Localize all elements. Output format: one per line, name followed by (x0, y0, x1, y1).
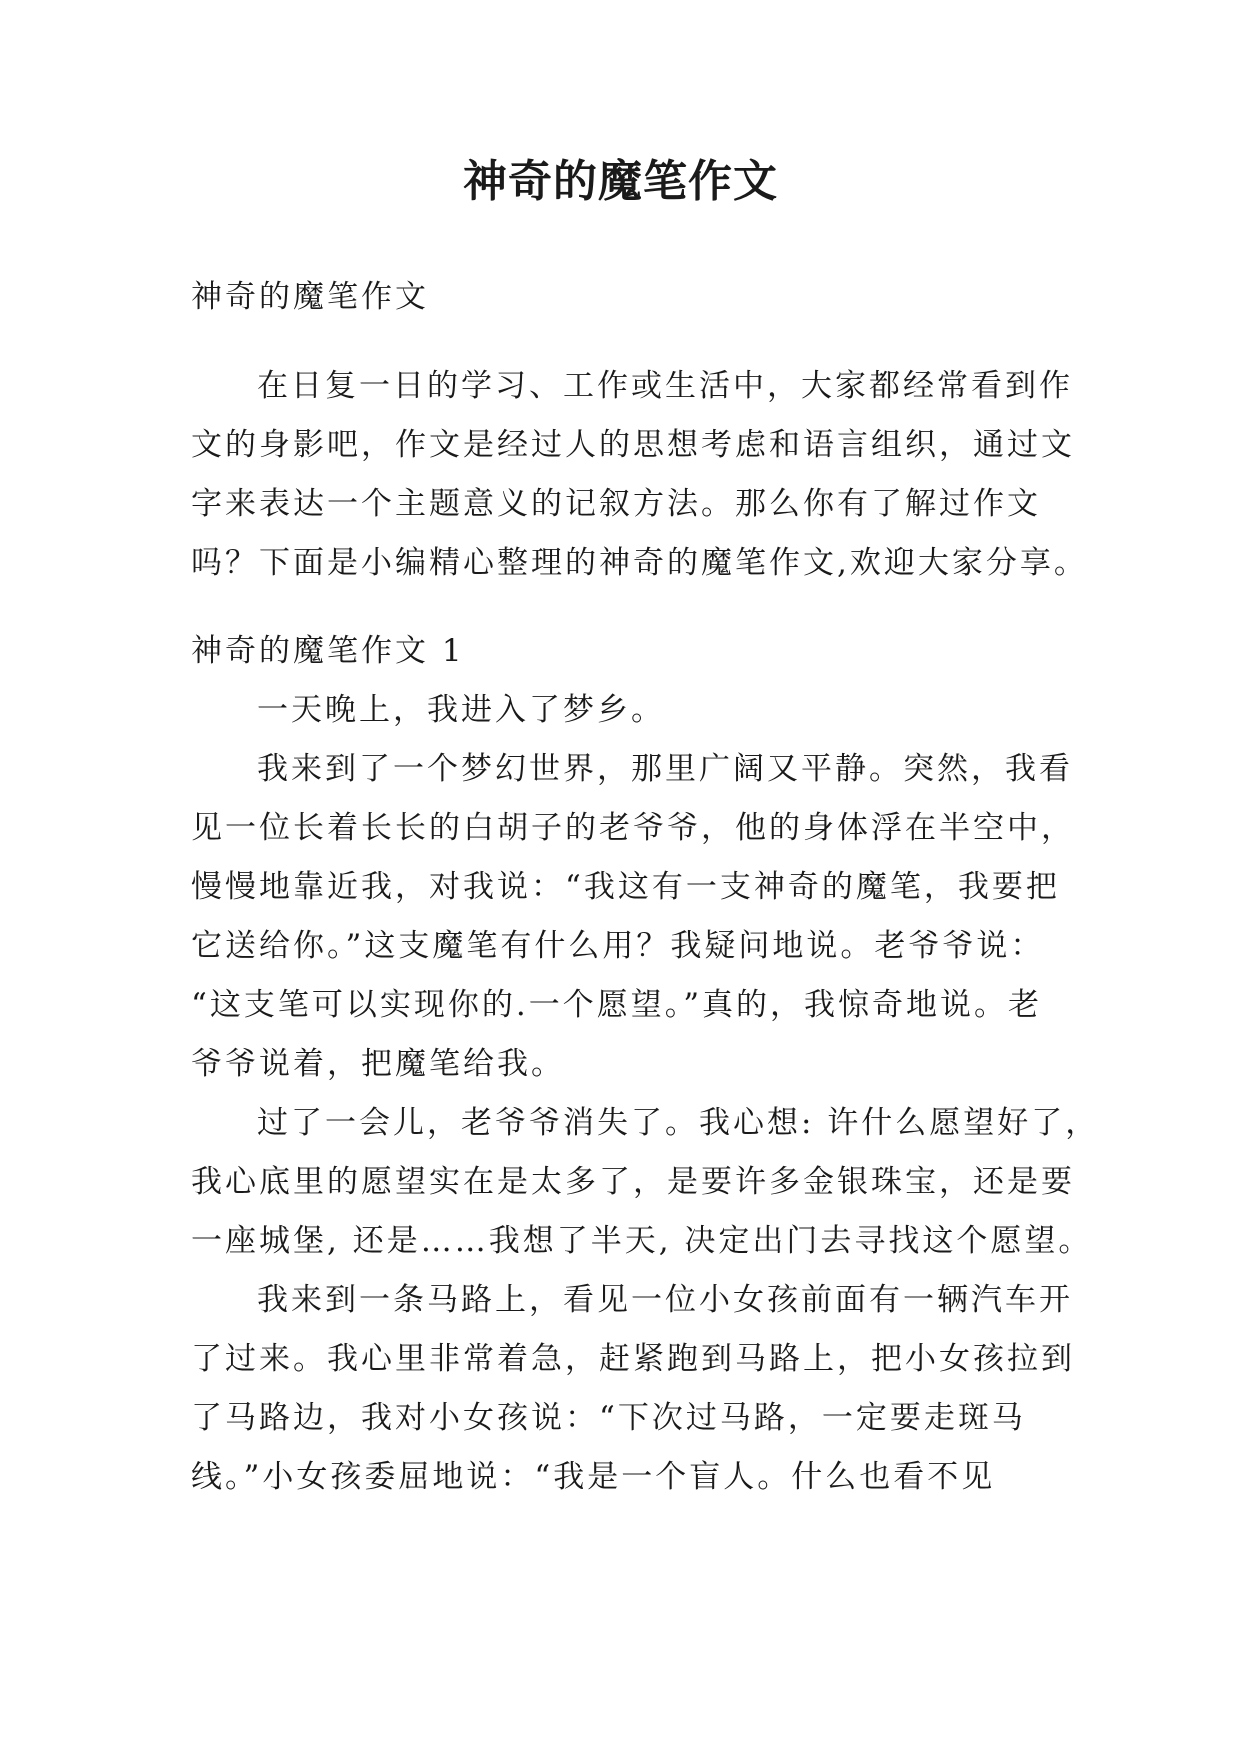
paragraph-4 (191, 1271, 1075, 1507)
paragraph-line: 一天晚上，我进入了梦乡。 (257, 692, 665, 728)
subtitle-line: 神奇的魔笔作文 (191, 279, 429, 315)
paragraph-3 (191, 1094, 1100, 1271)
paragraph-line: 我来到一条马路上，看见一位小女孩前面有一辆汽车开 (257, 1282, 1073, 1318)
paragraph-line: 了马路边，我对小女孩说：“下次过马路，一定要走斑马 (191, 1400, 1026, 1436)
paragraph-line: 它送给你。”这支魔笔有什么用？我疑问地说。老爷爷说： (191, 928, 1045, 964)
paragraph-line: 见一位长着长长的白胡子的老爷爷，他的身体浮在半空中， (191, 810, 1075, 846)
document-subtitle (191, 268, 1053, 327)
paragraph-line: 慢慢地靠近我，对我说：“我这有一支神奇的魔笔，我要把 (191, 869, 1060, 905)
paragraph-line: 了过来。我心里非常着急，赶紧跑到马路上，把小女孩拉到 (191, 1341, 1075, 1377)
paragraph-2 (191, 740, 1075, 1094)
paragraph-line: 我来到了一个梦幻世界，那里广阔又平静。突然，我看 (257, 751, 1073, 787)
intro-line: 吗？下面是小编精心整理的神奇的魔笔作文,欢迎大家分享。 (191, 545, 1088, 581)
section-heading (191, 622, 1053, 681)
document-title: 神奇的魔笔作文 (463, 156, 778, 207)
paragraph-line: 爷爷说着，把魔笔给我。 (191, 1046, 565, 1082)
paragraph-line: “这支笔可以实现你的.一个愿望。”真的，我惊奇地说。老 (191, 987, 1043, 1023)
paragraph-1 (191, 681, 1053, 740)
paragraph-line: 一座城堡, 还是……我想了半天, 决定出门去寻找这个愿望。 (191, 1223, 1093, 1259)
intro-line: 在日复一日的学习、工作或生活中，大家都经常看到作 (257, 368, 1073, 404)
section-heading-line: 神奇的魔笔作文 1 (191, 633, 465, 669)
intro-paragraph (191, 357, 1088, 593)
paragraph-line: 线。”小女孩委屈地说：“我是一个盲人。什么也看不见 (191, 1459, 996, 1495)
paragraph-line: 过了一会儿，老爷爷消失了。我心想: 许什么愿望好了， (257, 1105, 1100, 1141)
intro-line: 文的身影吧，作文是经过人的思想考虑和语言组织，通过文 (191, 427, 1075, 463)
paragraph-line: 我心底里的愿望实在是太多了，是要许多金银珠宝，还是要 (191, 1164, 1075, 1200)
intro-line: 字来表达一个主题意义的记叙方法。那么你有了解过作文 (191, 486, 1041, 522)
